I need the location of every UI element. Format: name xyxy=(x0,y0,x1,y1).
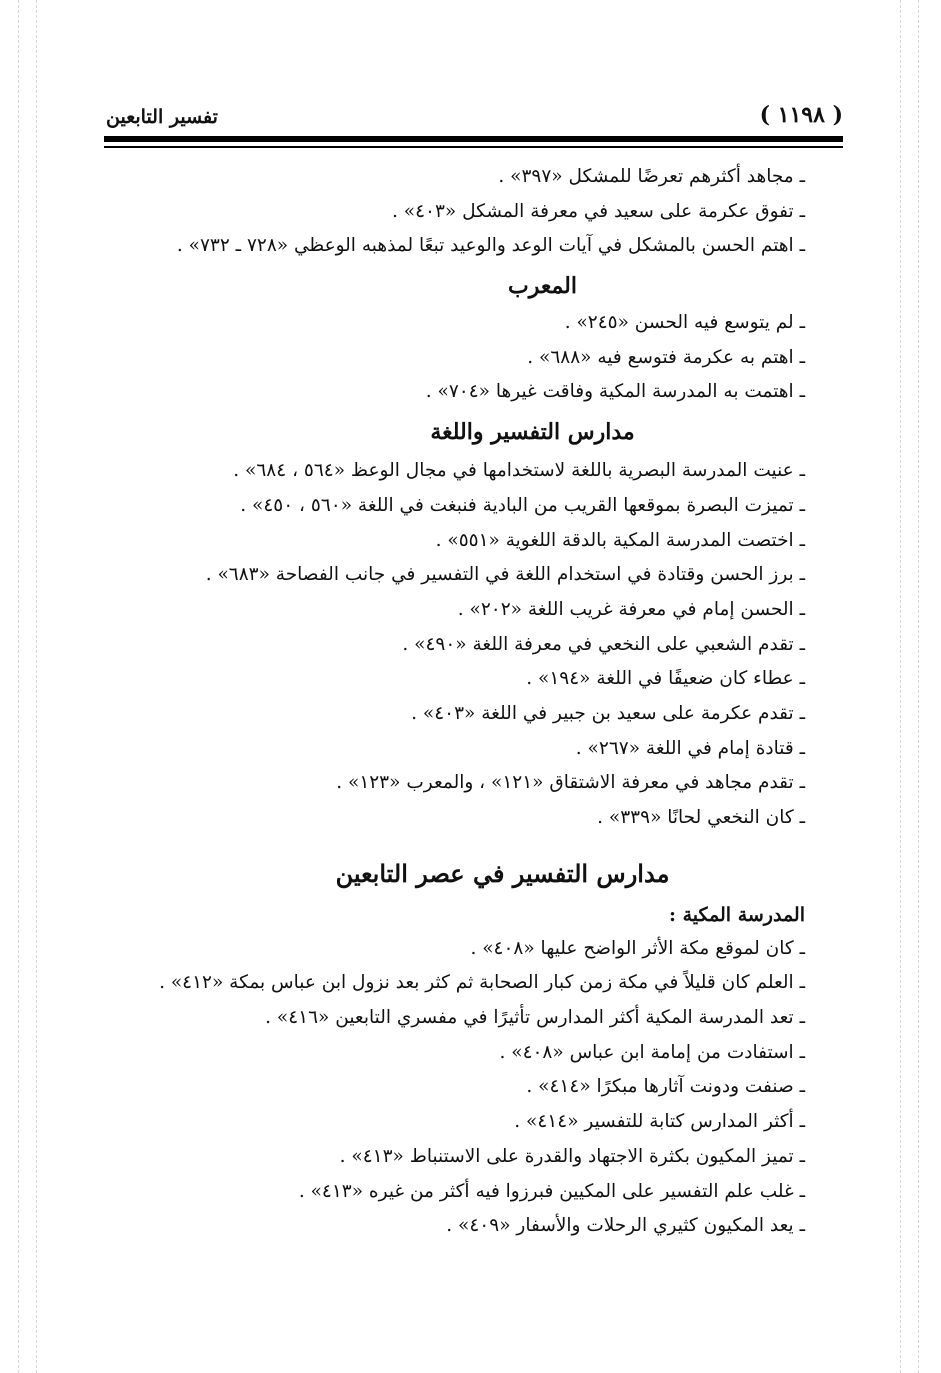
header-rule-thin xyxy=(104,146,843,148)
list-item: ـ تقدم الشعبي على النخعي في معرفة اللغة «٤٩٠» . xyxy=(402,633,805,655)
section-heading-muarrab: المعرب xyxy=(508,273,577,300)
section-heading-schools-tabieen: مدارس التفسير في عصر التابعين xyxy=(335,858,670,888)
list-item: ـ غلب علم التفسير على المكيين فبرزوا فيه أكثر من غيره «٤١٣» . xyxy=(298,1180,805,1202)
list-item: ـ اختصت المدرسة المكية بالدقة اللغوية «٥٥١» . xyxy=(435,529,805,551)
list-item: ـ الحسن إمام في معرفة غريب اللغة «٢٠٢» . xyxy=(457,598,805,620)
header-rule-thick xyxy=(104,136,843,142)
list-item: ـ تقدم عكرمة على سعيد بن جبير في اللغة «٤٠٣» . xyxy=(411,702,805,724)
list-item: ـ أكثر المدارس كتابة للتفسير «٤١٤» . xyxy=(514,1111,805,1133)
page-number: ( ١١٩٨ ) xyxy=(759,102,843,128)
scan-edge xyxy=(918,0,919,1373)
section-heading-schools-language: مدارس التفسير واللغة xyxy=(430,419,635,446)
page-body xyxy=(140,160,805,1244)
list-item: ـ اهتمت به المدرسة المكية وفاقت غيرها «٧٠٤» . xyxy=(425,381,805,403)
list-item: ـ تقدم مجاهد في معرفة الاشتقاق «١٢١» ، والمعرب «١٢٣» . xyxy=(336,772,805,794)
scan-edge xyxy=(900,0,901,1373)
subheading-makki-school: المدرسة المكية : xyxy=(668,903,805,926)
list-item: ـ اهتم به عكرمة فتوسع فيه «٦٨٨» . xyxy=(527,346,805,368)
list-item: ـ مجاهد أكثرهم تعرضًا للمشكل «٣٩٧» . xyxy=(498,166,805,187)
list-mushkil xyxy=(140,160,805,264)
list-muarrab xyxy=(140,306,805,410)
page-header xyxy=(106,102,843,128)
list-item: ـ تميزت البصرة بموقعها القريب من البادية فنبغت في اللغة «٥٦٠ ، ٤٥٠» . xyxy=(240,494,805,516)
list-item: ـ استفادت من إمامة ابن عباس «٤٠٨» . xyxy=(499,1041,805,1063)
list-item: ـ كان لموقع مكة الأثر الواضح عليها «٤٠٨» . xyxy=(470,937,805,959)
list-item: ـ يعد المكيون كثيري الرحلات والأسفار «٤٠٩» . xyxy=(446,1215,805,1237)
scan-edge xyxy=(18,0,19,1373)
running-title: تفسير التابعين xyxy=(106,106,218,128)
list-item: ـ قتادة إمام في اللغة «٢٦٧» . xyxy=(575,737,805,759)
scan-edge xyxy=(36,0,37,1373)
list-item: ـ عنيت المدرسة البصرية باللغة لاستخدامها في مجال الوعظ «٥٦٤ ، ٦٨٤» . xyxy=(233,460,805,482)
list-item: ـ لم يتوسع فيه الحسن «٢٤٥» . xyxy=(564,312,805,334)
list-item: ـ تفوق عكرمة على سعيد في معرفة المشكل «٤٠٣» . xyxy=(392,200,805,222)
list-makki-school xyxy=(140,932,805,1244)
list-schools-language xyxy=(140,454,805,836)
list-item: ـ كان النخعي لحانًا «٣٣٩» . xyxy=(597,807,805,828)
list-item: ـ اهتم الحسن بالمشكل في آيات الوعد والوعيد تبعًا لمذهبه الوعظي «٧٢٨ ـ ٧٣٢» . xyxy=(176,235,805,257)
list-item: ـ صنفت ودونت آثارها مبكرًا «٤١٤» . xyxy=(526,1076,805,1098)
list-item: ـ تميز المكيون بكثرة الاجتهاد والقدرة على الاستنباط «٤١٣» . xyxy=(339,1145,805,1167)
list-item: ـ تعد المدرسة المكية أكثر المدارس تأثيرًا في مفسري التابعين «٤١٦» . xyxy=(265,1007,805,1029)
list-item: ـ العلم كان قليلاً في مكة زمن كبار الصحابة ثم كثر بعد نزول ابن عباس بمكة «٤١٢» . xyxy=(159,972,805,994)
list-item: ـ عطاء كان ضعيفًا في اللغة «١٩٤» . xyxy=(526,668,805,690)
list-item: ـ برز الحسن وقتادة في استخدام اللغة في التفسير في جانب الفصاحة «٦٨٣» . xyxy=(205,564,805,586)
